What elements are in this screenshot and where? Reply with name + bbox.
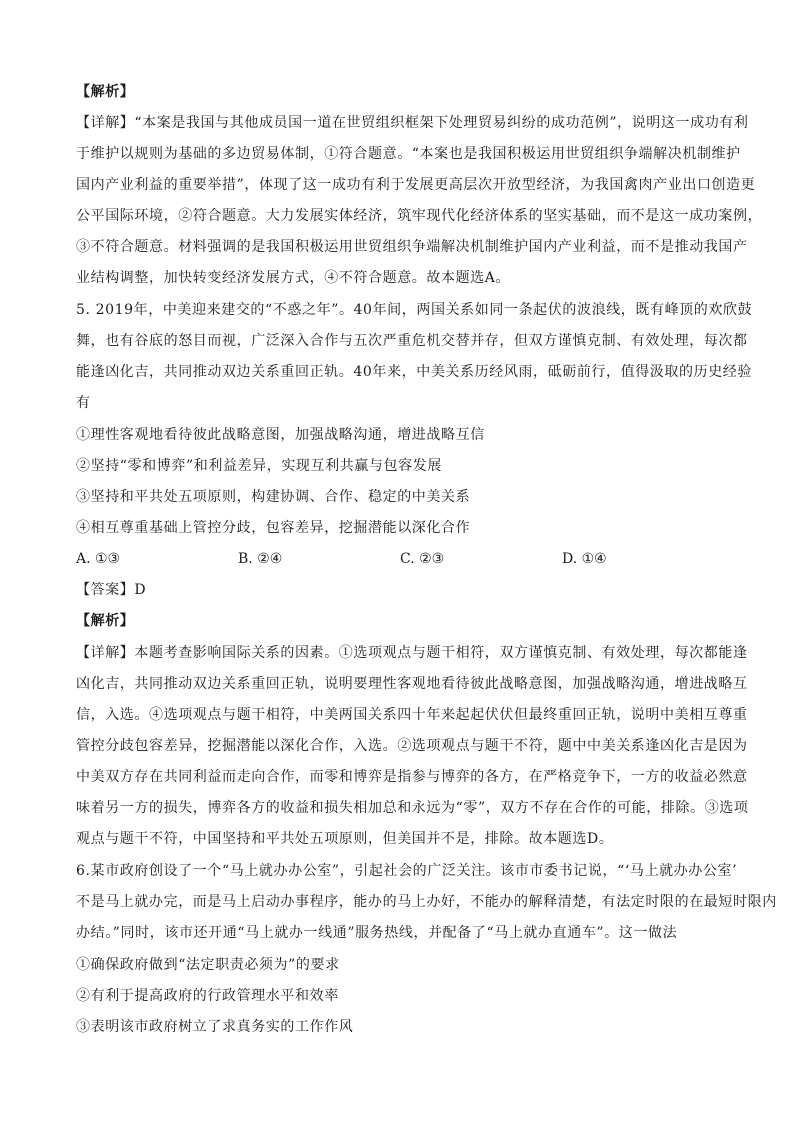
statement-2: ②有利于提高政府的行政管理水平和效率 (76, 988, 339, 1004)
option-d: D. ①④ (562, 551, 607, 567)
option-a: A. ①③ (76, 551, 121, 567)
analysis-heading: 【解析】 (76, 613, 135, 629)
text-line: 中美双方存在共同利益而走向合作，而零和博弈是指参与博弈的各方，在严格竞争下，一方的收益必然意 (76, 769, 748, 785)
text-line: 观点与题干不符，中国坚持和平共处五项原则，但美国并不是，排除。故本题选D。 (76, 831, 614, 847)
text-line: ③不符合题意。材料强调的是我国积极运用世贸组织争端解决机制维护国内产业利益，而不是推动我国产 (76, 239, 748, 255)
option-b: B. ②④ (238, 551, 283, 567)
answer-line: 【答案】D (76, 582, 147, 598)
statement-3: ③表明该市政府树立了求真务实的工作作风 (76, 1019, 354, 1035)
text-line: 公平国际环境，②符合题意。大力发展实体经济，筑牢现代化经济体系的坚实基础，而不是这一成功案例， (76, 208, 763, 224)
text-line: 信，入选。④选项观点与题干相符，中美两国关系四十年来起起伏伏但最终重回正轨，说明中美相互尊重 (76, 707, 748, 723)
text-line: 业结构调整，加快转变经济发展方式，④不符合题意。故本题选A。 (76, 270, 511, 286)
text-line: 凶化吉，共同推动双边关系重回正轨，说明要理性客观地看待彼此战略意图，加强战略沟通，增进战略互 (76, 676, 748, 692)
statement-1: ①理性客观地看待彼此战略意图，加强战略沟通，增进战略互信 (76, 427, 485, 443)
text-line: 味着另一方的损失，博弈各方的收益和损失相加总和永远为“零”，双方不存在合作的可能，排除。③选项 (76, 800, 749, 816)
text-line: 于维护以规则为基础的多边贸易体制，①符合题意。“本案也是我国积极运用世贸组织争端解决机制维护 (76, 146, 741, 162)
text-line: 不是马上就办完，而是马上启动办事程序，能办的马上办好，不能办的解释清楚，有法定时限的在最短时限内 (76, 894, 777, 910)
question-6-stem: 6.某市政府创设了一个“马上就办办公室”，引起社会的广泛关注。该市市委书记说，“‘马上就办办公室’ (76, 863, 738, 879)
text-line: 【详解】“本案是我国与其他成员国一道在世贸组织框架下处理贸易纠纷的成功范例”，说明这一成功有利 (76, 115, 749, 131)
statement-3: ③坚持和平共处五项原则，构建协调、合作、稳定的中美关系 (76, 489, 471, 505)
analysis-heading: 【解析】 (76, 84, 135, 100)
text-line: 能逢凶化吉，共同推动双边关系重回正轨。40年来，中美关系历经风雨，砥砺前行，值得汲取的历史经验 (76, 364, 753, 380)
question-5-stem: 5. 2019年，中美迎来建交的“不惑之年”。40年间，两国关系如同一条起伏的波浪线，既有峰顶的欢欣鼓 (76, 302, 753, 318)
text-line: 舞，也有谷底的怒目而视，广泛深入合作与五次严重危机交替并存，但双方谨慎克制、有效处理，每次都 (76, 333, 748, 349)
statement-4: ④相互尊重基础上管控分歧，包容差异，挖掘潜能以深化合作 (76, 520, 471, 536)
option-c: C. ②③ (400, 551, 445, 567)
text-line: 【详解】本题考查影响国际关系的因素。①选项观点与题干相符，双方谨慎克制、有效处理，每次都能逢 (76, 645, 748, 661)
text-line: 有 (76, 395, 91, 411)
statement-2: ②坚持“零和博弈”和利益差异，实现互利共赢与包容发展 (76, 458, 442, 474)
statement-1: ①确保政府做到“法定职责必须为”的要求 (76, 957, 340, 973)
text-line: 管控分歧包容差异，挖掘潜能以深化合作，入选。②选项观点与题干不符，题中中美关系逢凶化吉是因为 (76, 738, 748, 754)
text-line: 国内产业利益的重要举措”，体现了这一成功有利于发展更高层次开放型经济，为我国禽肉产业出口创造更 (76, 177, 756, 193)
text-line: 办结。”同时，该市还开通“马上就办一线通”服务热线，并配备了“马上就办直通车”。这一做法 (76, 925, 678, 941)
